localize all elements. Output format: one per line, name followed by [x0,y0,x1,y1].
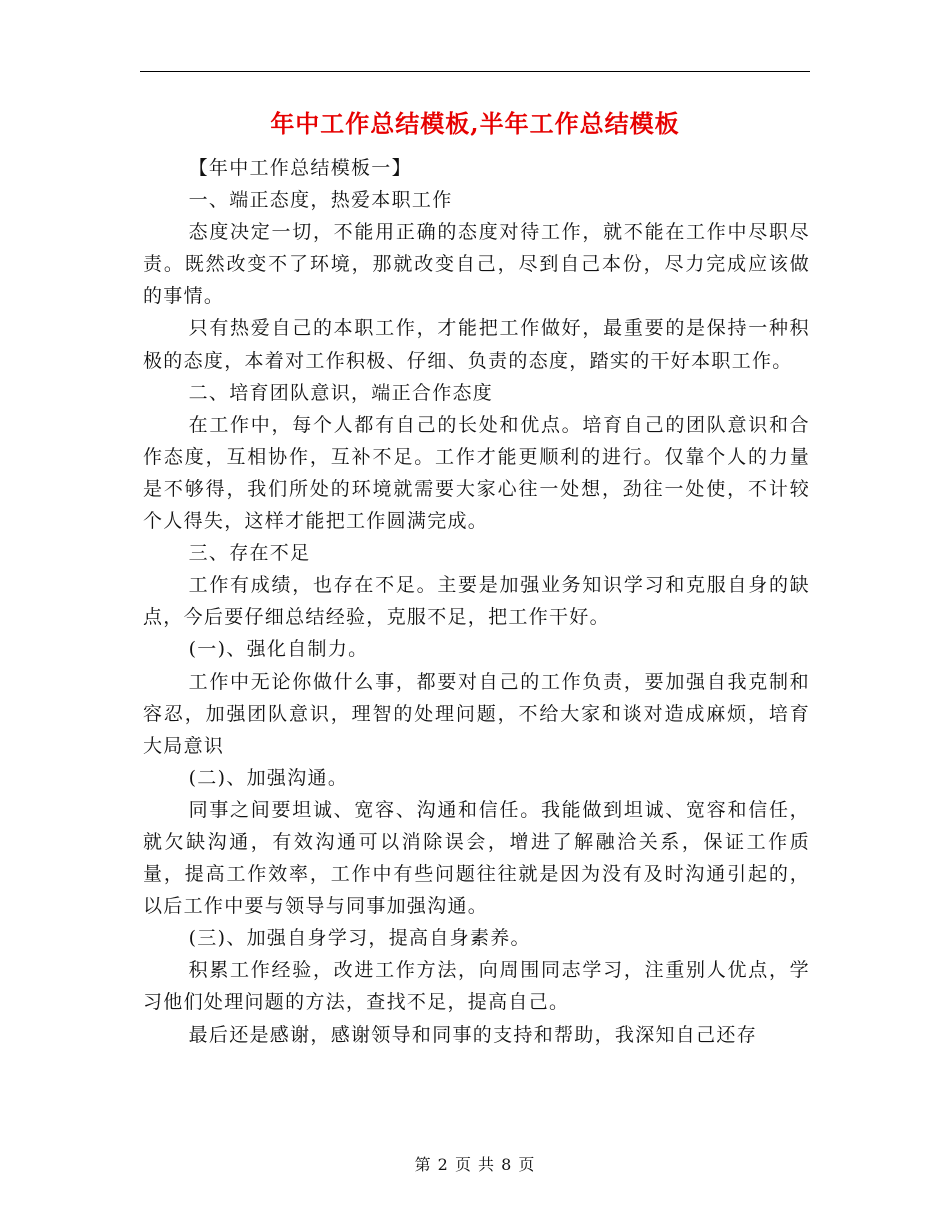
paragraph: 在工作中，每个人都有自己的长处和优点。培育自己的团队意识和合作态度，互相协作，互补不足。工作才能更顺利的进行。仅靠个人的力量是不够得，我们所处的环境就需要大家心往一处想，劲往一处使，不计较个人得失，这样才能把工作圆满完成。 [143,413,810,533]
subsection-heading: (三)、加强自身学习，提高自身素养。 [188,927,531,950]
section-heading: 二、培育团队意识，端正合作态度 [188,381,494,404]
paragraph: 最后还是感谢，感谢领导和同事的支持和帮助，我深知自己还存 [188,1023,757,1046]
paragraph: 工作有成绩，也存在不足。主要是加强业务知识学习和克服自身的缺点，今后要仔细总结经验，克服不足，把工作干好。 [143,574,810,629]
section-heading: 一、端正态度，热爱本职工作 [188,189,453,212]
document-title: 年中工作总结模板,半年工作总结模板 [270,109,680,138]
paragraph: 态度决定一切，不能用正确的态度对待工作，就不能在工作中尽职尽责。既然改变不了环境，那就改变自己，尽到自己本份，尽力完成应该做的事情。 [143,221,810,308]
subsection-heading: (一)、强化自制力。 [188,638,369,661]
subsection-heading: (二)、加强沟通。 [188,766,349,789]
paragraph: 工作中无论你做什么事，都要对自己的工作负责，要加强自我克制和容忍，加强团队意识，理智的处理问题，不给大家和谈对造成麻烦，培育大局意识 [143,670,810,757]
paragraph: 只有热爱自己的本职工作，才能把工作做好，最重要的是保持一种积极的态度，本着对工作积极、仔细、负责的态度，踏实的干好本职工作。 [143,317,810,372]
document-body [143,152,810,1051]
paragraph: 同事之间要坦诚、宽容、沟通和信任。我能做到坦诚、宽容和信任，就欠缺沟通，有效沟通可以消除误会，增进了解融洽关系，保证工作质量，提高工作效率，工作中有些问题往往就是因为没有及时沟通引起的，以后工作中要与领导与同事加强沟通。 [143,798,810,918]
page-footer [140,1154,810,1176]
header-rule [140,71,810,72]
paragraph: 积累工作经验，改进工作方法，向周围同志学习，注重别人优点，学习他们处理问题的方法，查找不足，提高自己。 [143,959,810,1014]
paragraph: 【年中工作总结模板一】 [188,157,412,179]
page-number: 第 2 页 共 8 页 [414,1155,536,1174]
section-heading: 三、存在不足 [188,542,311,565]
